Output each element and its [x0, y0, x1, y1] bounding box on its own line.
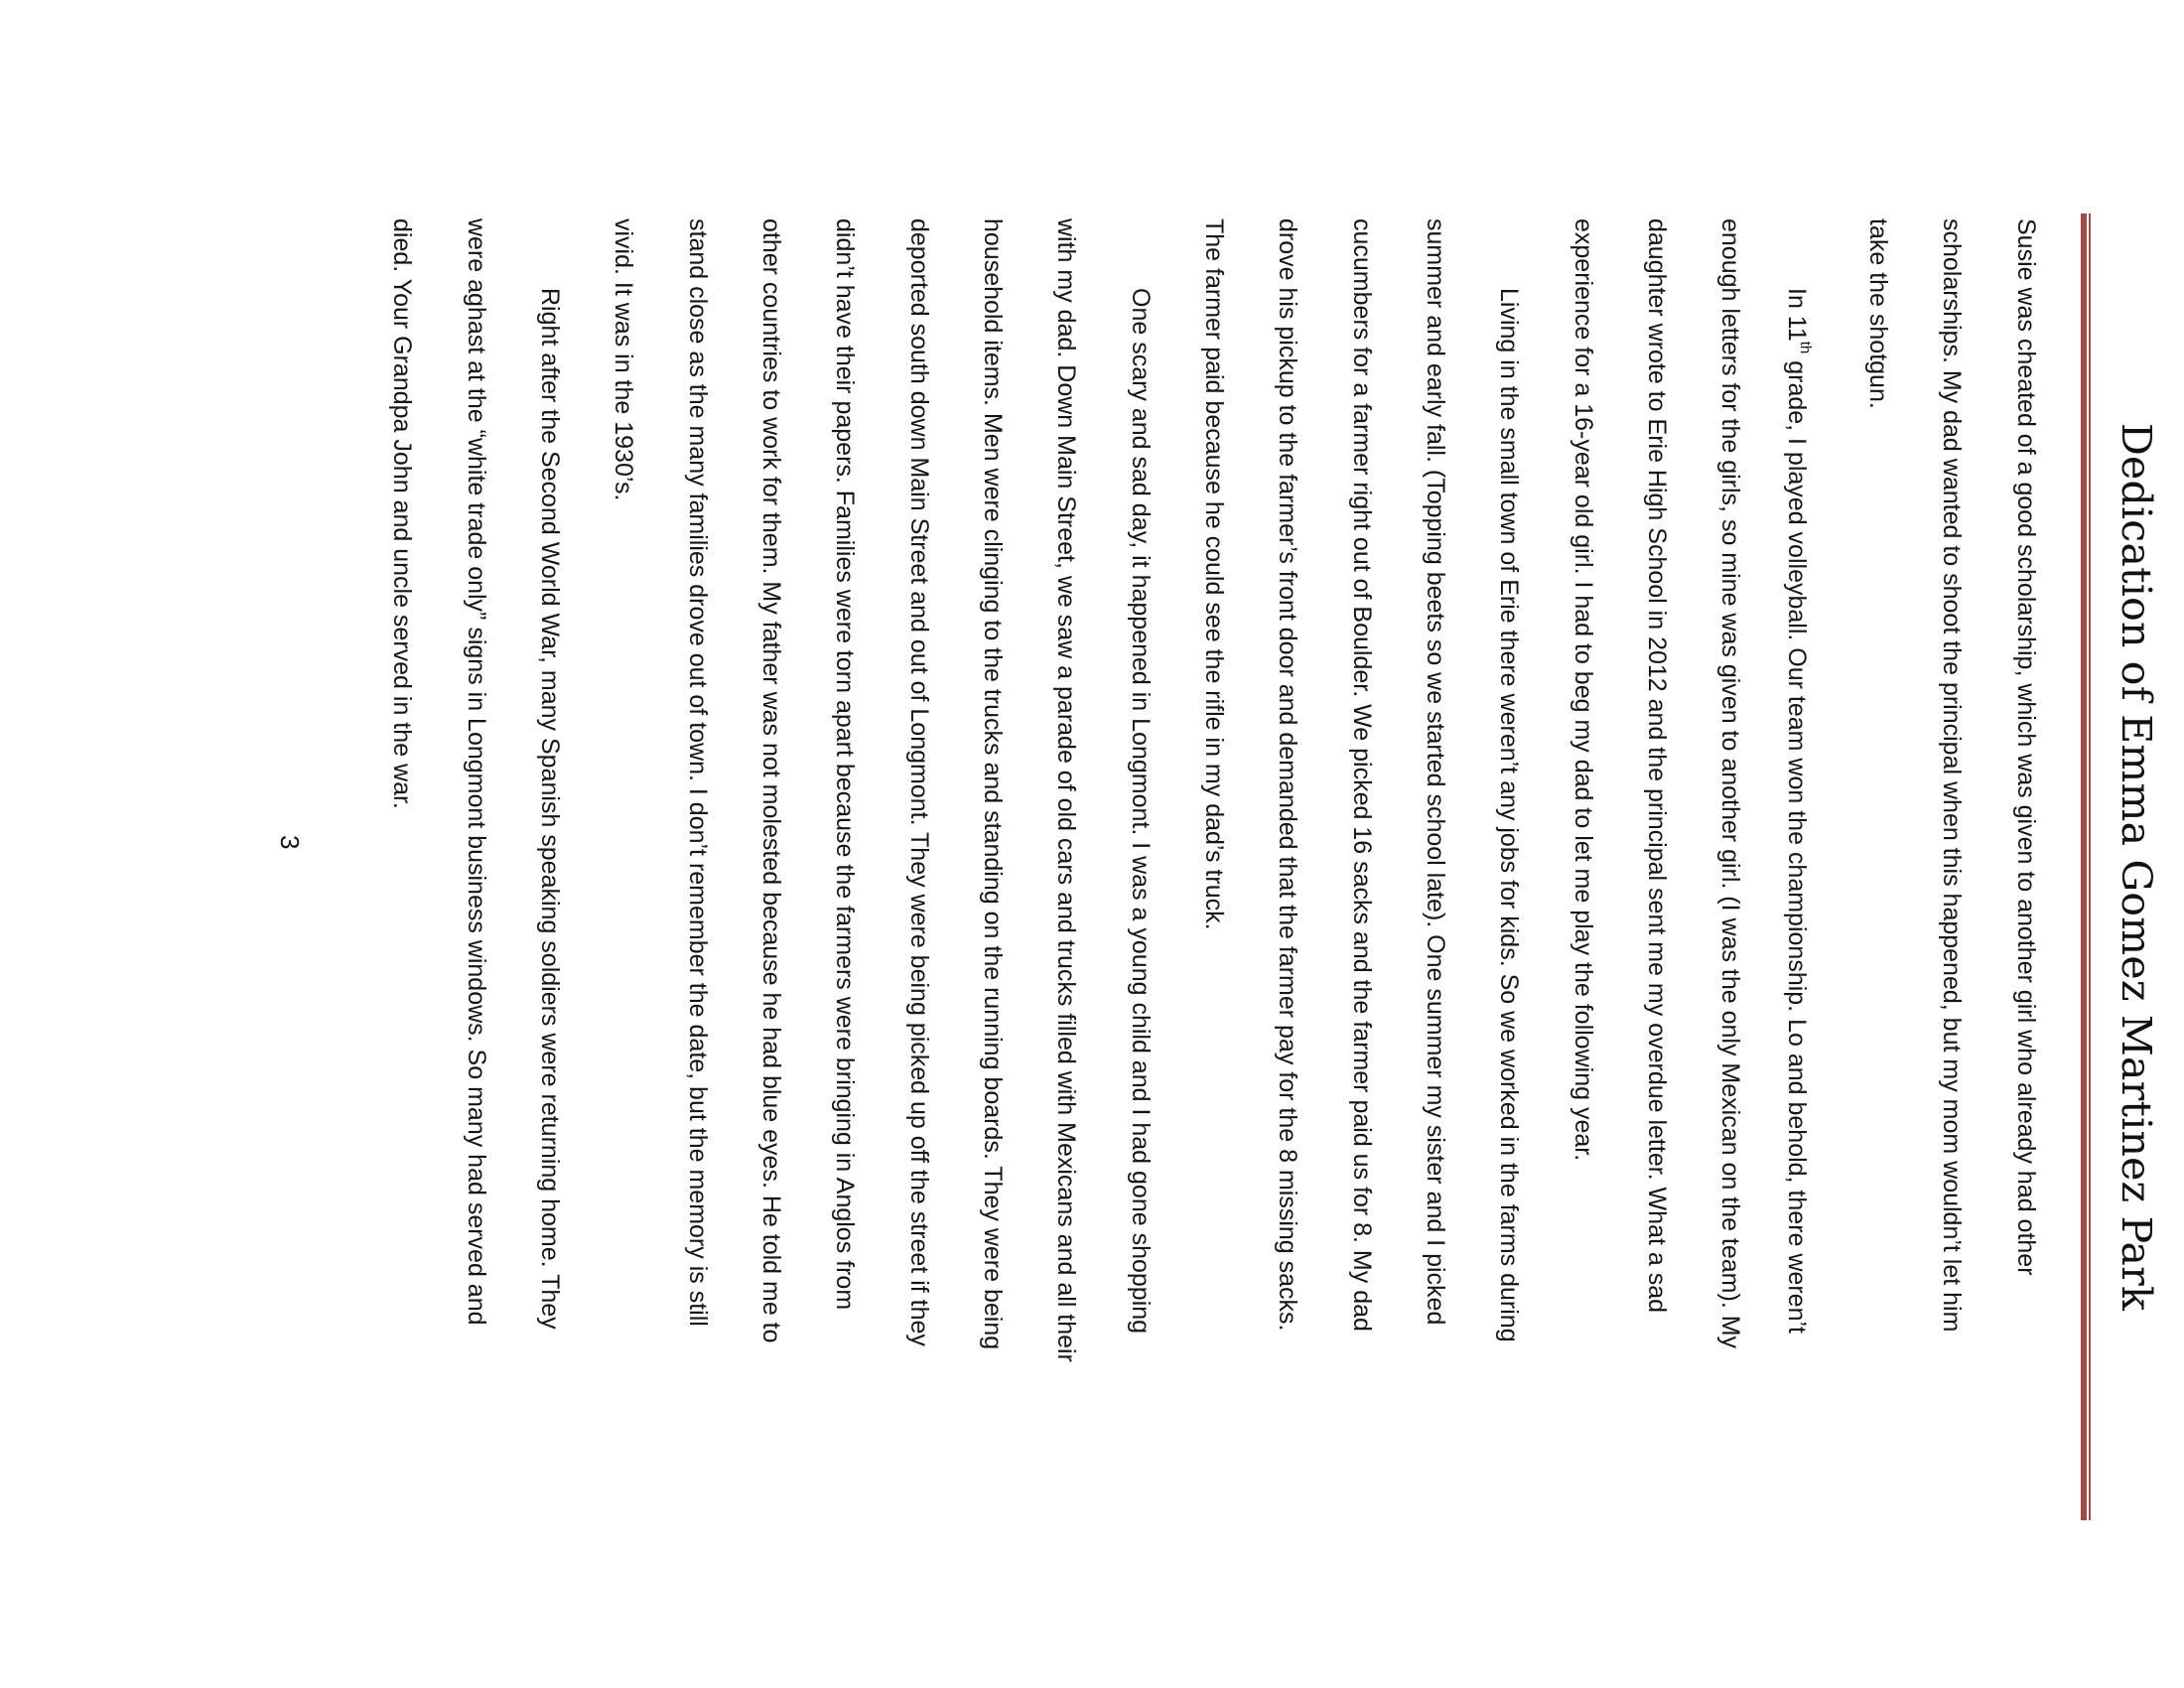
text-line: One scary and sad day, it happened in Longmont. I was a young child and I had gone shopping	[1127, 288, 1155, 1335]
text-line: Right after the Second World War, many Spanish speaking soldiers were returning home. They	[536, 288, 564, 1330]
text-line: summer and early fall. (Topping beets so we started school late). One summer my sister and I picked	[1422, 218, 1449, 1326]
ordinal-suffix: th	[1797, 341, 1814, 354]
text-line: didn’t have their papers. Families were torn apart because the farmers were bringing in Anglos from	[831, 218, 859, 1311]
text-line: experience for a 16-year old girl. I had to beg my dad to let me play the following year.	[1570, 218, 1597, 1162]
text-line: other countries to work for them. My father was not molested because he had blue eyes. He told me to	[757, 218, 785, 1343]
page-number: 3	[275, 835, 305, 850]
text-line: vivid. It was in the 1930’s.	[610, 218, 637, 501]
title-rule-thick	[2081, 213, 2087, 1520]
text-line: household items. Men were clinging to the trucks and standing on the running boards. They were being	[979, 218, 1007, 1350]
text-line: take the shotgun.	[1864, 218, 1892, 409]
text-line: The farmer paid because he could see the rifle in my dad’s truck.	[1200, 218, 1228, 930]
text-line: stand close as the many families drove out of town. I don’t remember the date, but the memory is still	[684, 218, 712, 1327]
text-line: daughter wrote to Erie High School in 2012 and the principal sent me my overdue letter. What a sad	[1643, 218, 1671, 1314]
text-fragment: In 11	[1783, 288, 1811, 342]
text-line: were aghast at the “white trade only” signs in Longmont business windows. So many had served and	[463, 218, 490, 1326]
title-rule-thin	[2089, 213, 2091, 1520]
document-title: Dedication of Emma Gomez Martinez Park	[2113, 422, 2160, 1312]
text-line	[1782, 288, 1820, 1334]
text-line: scholarships. My dad wanted to shoot the principal when this happened, but my mom wouldn’t let him	[1938, 218, 1966, 1333]
text-fragment: grade, I played volleyball. Our team won the championship. Lo and behold, there weren’t	[1783, 353, 1811, 1334]
text-line: drove his pickup to the farmer’s front door and demanded that the farmer pay for the 8 missing sacks.	[1274, 218, 1301, 1332]
text-line: deported south down Main Street and out of Longmont. They were being picked up off the street if they	[905, 218, 933, 1346]
text-line: enough letters for the girls, so mine was given to another girl. (I was the only Mexican on the team). My	[1716, 218, 1744, 1349]
text-line: Living in the small town of Erie there weren’t any jobs for kids. So we worked in the farms during	[1495, 288, 1523, 1342]
text-line: died. Your Grandpa John and uncle served in the war.	[388, 218, 416, 809]
text-line: with my dad. Down Main Street, we saw a parade of old cars and trucks filled with Mexicans and all their	[1052, 218, 1080, 1362]
text-line: Susie was cheated of a good scholarship, which was given to another girl who already had other	[2012, 218, 2040, 1276]
text-line: cucumbers for a farmer right out of Boulder. We picked 16 sacks and the farmer paid us for 8. My dad	[1348, 218, 1376, 1332]
